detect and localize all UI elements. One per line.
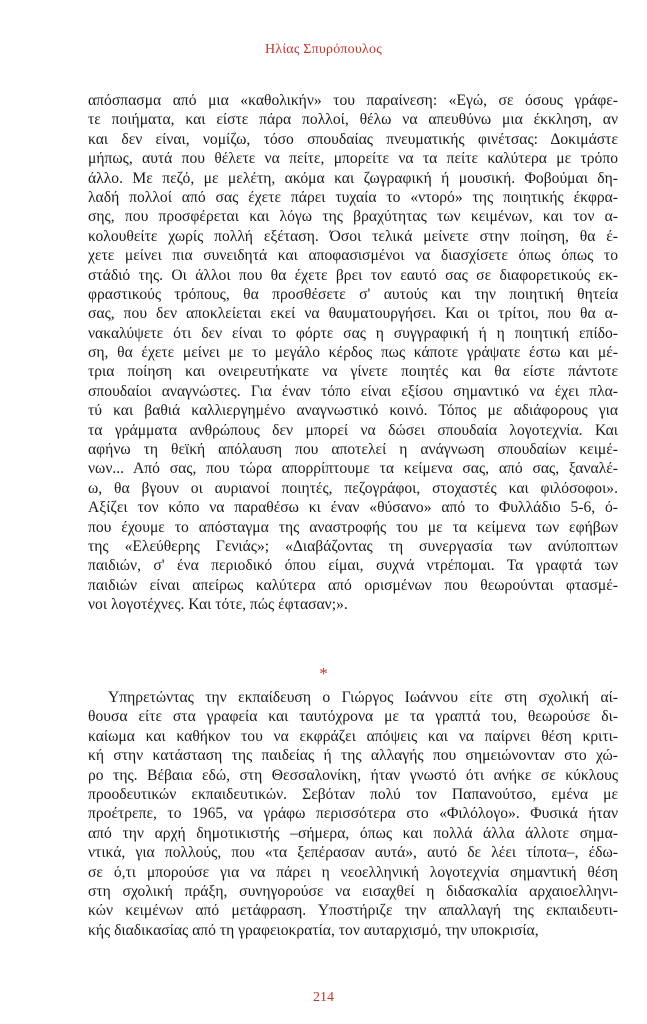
text-line: προέτρεπε, το 1965, να γράφω περισσότερα στο «Φιλόλογο». Φυσικά ήταν — [88, 805, 618, 823]
text-line: σε ό,τι μπορούσε για να πάρει η νεοελληνική λογοτεχνία σημαντική θέση — [88, 863, 618, 881]
section-separator: * — [319, 664, 328, 683]
text-line: κή στην κατάσταση της παιδείας ή της αλλαγής που σημειώνονταν στο χώ- — [88, 747, 618, 765]
paragraph-quotation — [88, 91, 618, 615]
text-line: φραστικούς τρόπους, θα προσθέσετε σ' αυτούς και την ποιητική θητεία — [88, 285, 618, 303]
text-line: μήπως, αυτά που θέλετε να πείτε, μπορείτε να τα πείτε καλύτερα με τρόπο — [88, 150, 618, 168]
text-line: ρο της. Βέβαια εδώ, στη Θεσσαλονίκη, ήταν γνωστό ότι ανήκε σε κύκλους — [88, 766, 618, 784]
text-line: Αξίζει τον κόπο να παραθέσω κι έναν «θύσανο» από το Φυλλάδιο 5-6, ό- — [88, 499, 618, 517]
text-line: τε ποιήματα, και είστε πάρα πολλοί, θέλω να απευθύνω μια έκκληση, αν — [88, 111, 618, 129]
text-line: σης, που προσφέρεται και λόγω της βραχύτητας των κειμένων, και τον α- — [88, 208, 618, 226]
text-line: θουσα είτε στα γραφεία και ταυτόχρονα με τα γραπτά του, θεωρούσε δι- — [88, 708, 618, 726]
text-line: ση, θα έχετε μείνει με το μεγάλο κέρδος πως κάποτε γράψατε έστω και μέ- — [88, 344, 618, 362]
text-line: που έχουμε το απόσταγμα της αναστροφής του με τα κείμενα των εφήβων — [88, 518, 618, 536]
text-line: της «Ελεύθερης Γενιάς»; «Διαβάζοντας τη συνεργασία των ανύποπτων — [88, 537, 618, 555]
text-line: αφήνω τη θεϊκή απόλαυση που αποτελεί η ανάγνωση σπουδαίων κειμέ- — [88, 441, 618, 459]
text-line: ω, θα βγουν οι αυριανοί ποιητές, πεζογράφοι, στοχαστές και φιλόσοφοι». — [88, 479, 618, 497]
text-line: σπουδαίοι αναγνώστες. Για έναν τόπο είναι εξίσου σημαντικό να έχει πλα- — [88, 382, 618, 400]
text-line: νων... Από σας, που τώρα απορρίπτουμε τα κείμενα σας, από σας, ξαναλέ- — [88, 460, 618, 478]
text-line: χετε μείνει πια συνειδητά και αποφασισμένοι να διασχίσετε όπως όπως το — [88, 247, 618, 265]
text-line: παιδιών, σ' ένα περιοδικό όπου είμαι, συχνά ντρέπομαι. Τα γραφτά των — [88, 557, 618, 575]
text-line: προοδευτικών εκπαιδευτικών. Σεβόταν πολύ τον Παπανούτσο, εμένα με — [88, 785, 618, 803]
text-line: στάδιό της. Οι άλλοι που θα έχετε βρει τον εαυτό σας σε διαφορετικούς εκ- — [88, 266, 618, 284]
text-line: νοι λογοτέχνες. Και τότε, πώς έφτασαν;». — [88, 596, 348, 614]
text-line: λαδή πολλοί από σας έχετε πάρει τυχαία το «ντορό» της ποιητικής έκφρα- — [88, 188, 618, 206]
text-line: παιδιών είναι απείρως καλύτερα από ορισμένων που θεωρούνται φτασμέ- — [88, 576, 618, 594]
text-line: και δεν είναι, νομίζω, τόσο σπουδαίας πνευματικής φινέτσας: Δοκιμάστε — [88, 130, 618, 148]
paragraph-education — [88, 688, 618, 940]
text-line: τα γράμματα ανθρώπους δεν μπορεί να δώσει σπουδαία λογοτεχνία. Και — [88, 421, 618, 439]
text-line: στη σχολική πράξη, συνηγορούσε να εισαχθεί η διδασκαλία αρχαιοελληνι- — [88, 882, 618, 900]
text-line: απόσπασμα από μια «καθολικήν» του παραίνεση: «Εγώ, σε όσους γράφε- — [88, 92, 618, 109]
text-line: άλλο. Με πεζό, με μελέτη, ακόμα και ζωγραφική ή μουσική. Φοβούμαι δη- — [88, 169, 618, 187]
text-line: κής διαδικασίας από τη γραφειοκρατία, τον αυταρχισμό, την υποκρισία, — [88, 921, 539, 939]
text-line: τρια ποίηση και ονειρευτήκατε να γίνετε ποιητές και θα είστε πάντοτε — [88, 363, 618, 381]
text-line: Υπηρετώντας την εκπαίδευση ο Γιώργος Ιωάννου είτε στη σχολική αί- — [108, 689, 618, 706]
text-line: κολουθείτε χωρίς πολλή εξέταση. Όσοι τελικά μείνετε στην ποίηση, θα έ- — [88, 227, 618, 245]
text-line: τύ και βαθιά καλλιεργημένο αναγνωστικό κοινό. Τόπος με αδιάφορους για — [88, 402, 618, 420]
text-line: από την αρχή δημοτικιστής –σήμερα, όπως και πολλά άλλα άλλοτε σημα- — [88, 824, 618, 842]
text-line: σας, που δεν αποκλείεται εκεί να θαυματουργήσει. Και οι τρίτοι, που θα α- — [88, 305, 618, 323]
text-line: κών κειμένων από μετάφραση. Υποστήριζε την απαλλαγή της εκπαιδευτι- — [88, 902, 618, 920]
running-header: Ηλίας Σπυρόπουλος — [265, 42, 382, 57]
text-line: ντικά, για πολλούς, που «τα ξεπέρασαν αυτά», αυτό δε λέει τίποτα–, έδω- — [88, 844, 618, 862]
text-line: καίωμα και καθήκον του να εκφράζει απόψεις και να παίρνει θέση κριτι- — [88, 727, 618, 745]
page-number: 214 — [313, 990, 334, 1005]
text-line: νακαλύψετε ότι δεν είναι το φόρτε σας η συγγραφική ή η ποιητική επίδο- — [88, 324, 618, 342]
